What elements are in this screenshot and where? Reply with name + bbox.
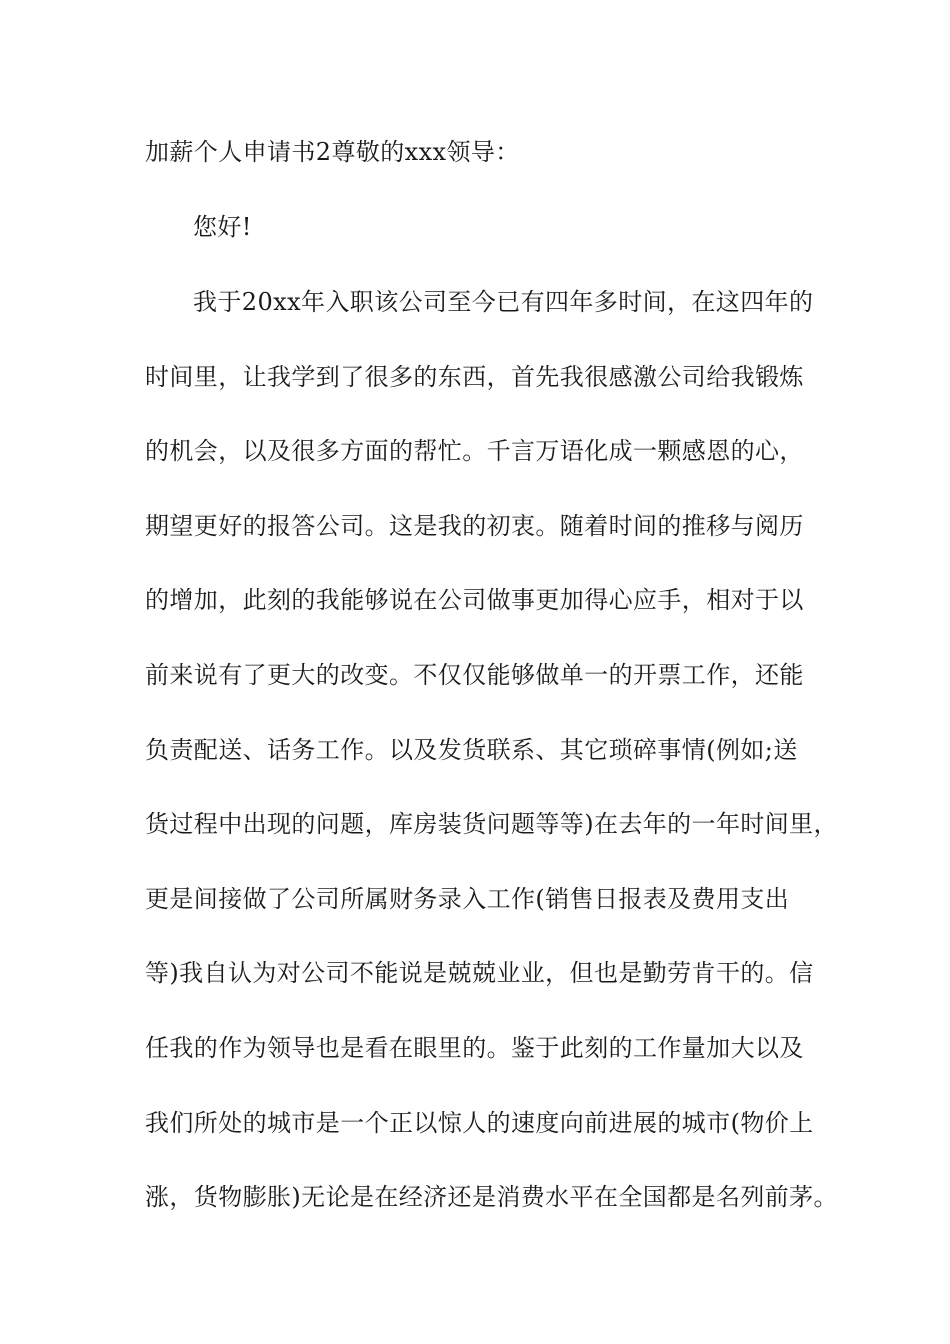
paragraph-line: 负责配送、话务工作。以及发货联系、其它琐碎事情(例如;送 bbox=[145, 736, 798, 764]
paragraph-line: 货过程中出现的问题，库房装货问题等等)在去年的一年时间里， bbox=[145, 810, 838, 838]
paragraph-line: 的机会，以及很多方面的帮忙。千言万语化成一颗感恩的心， bbox=[145, 437, 804, 465]
heading-line: 加薪个人申请书2尊敬的xxx领导： bbox=[145, 138, 520, 166]
greeting-line: 您好! bbox=[193, 213, 252, 241]
paragraph-line: 的增加，此刻的我能够说在公司做事更加得心应手，相对于以 bbox=[145, 586, 804, 614]
paragraph-line: 等)我自认为对公司不能说是兢兢业业，但也是勤劳肯干的。信 bbox=[145, 959, 814, 987]
paragraph-line: 我于20xx年入职该公司至今已有四年多时间，在这四年的 bbox=[193, 288, 814, 316]
paragraph-line: 更是间接做了公司所属财务录入工作(销售日报表及费用支出 bbox=[145, 885, 790, 913]
paragraph-line: 前来说有了更大的改变。不仅仅能够做单一的开票工作，还能 bbox=[145, 661, 804, 689]
paragraph-line: 任我的作为领导也是看在眼里的。鉴于此刻的工作量加大以及 bbox=[145, 1034, 804, 1062]
paragraph-line: 我们所处的城市是一个正以惊人的速度向前进展的城市(物价上 bbox=[145, 1109, 814, 1137]
paragraph-line: 涨，货物膨胀)无论是在经济还是消费水平在全国都是名列前茅。 bbox=[145, 1183, 838, 1211]
paragraph-line: 期望更好的报答公司。这是我的初衷。随着时间的推移与阅历 bbox=[145, 512, 804, 540]
paragraph-line: 时间里，让我学到了很多的东西，首先我很感激公司给我锻炼 bbox=[145, 363, 804, 391]
